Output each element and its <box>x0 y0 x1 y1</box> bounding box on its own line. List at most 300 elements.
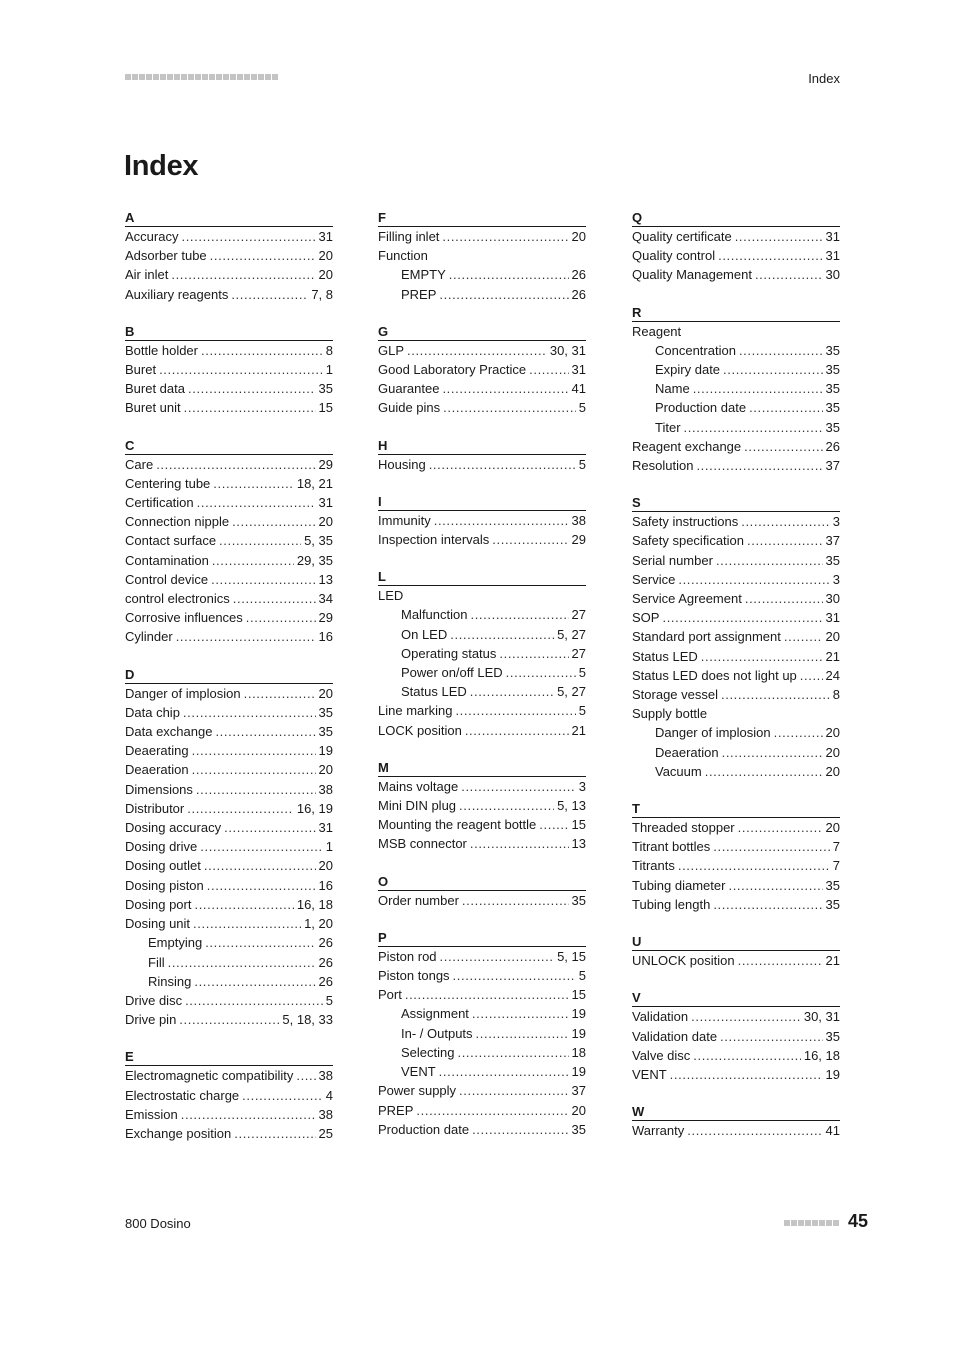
index-page-refs: 5, 27 <box>557 684 586 700</box>
index-letter-heading: Q <box>632 209 840 227</box>
index-term: Validation <box>632 1009 689 1025</box>
dot-leader <box>457 1043 568 1062</box>
index-letter-heading: R <box>632 304 840 322</box>
index-page-refs: 16, 19 <box>296 800 333 816</box>
index-letter-heading: V <box>632 989 840 1007</box>
index-term: Resolution <box>632 458 694 474</box>
index-term: Data exchange <box>125 724 213 740</box>
index-subentry <box>378 265 586 284</box>
index-page-refs: 20 <box>825 744 840 760</box>
index-letter-heading: M <box>378 759 586 777</box>
dot-leader <box>462 891 569 910</box>
dot-leader <box>181 1105 316 1124</box>
index-subentry <box>378 1024 586 1043</box>
footer-decoration <box>784 1220 839 1226</box>
index-entry <box>378 586 586 605</box>
index-entry <box>632 1065 840 1084</box>
index-page-refs: 5, 35 <box>304 533 333 549</box>
index-term: Danger of implosion <box>125 685 241 701</box>
index-term: Status LED <box>401 684 467 700</box>
index-entry <box>125 1010 333 1029</box>
dot-leader <box>159 360 323 379</box>
index-page-refs: 16 <box>318 629 333 645</box>
index-term: Adsorber tube <box>125 248 207 264</box>
index-entry <box>632 227 840 246</box>
index-term: Assignment <box>401 1006 469 1022</box>
index-page-refs: 20 <box>318 685 333 701</box>
index-term: Status LED does not light up <box>632 667 797 683</box>
index-page-refs: 21 <box>825 953 840 969</box>
index-entry <box>378 398 586 417</box>
index-subentry <box>632 360 840 379</box>
dot-leader <box>224 818 315 837</box>
index-page-refs: 29, 35 <box>296 552 333 568</box>
index-entry <box>125 1066 333 1085</box>
index-term: Power on/off LED <box>401 665 503 681</box>
index-page-refs: 7 <box>832 839 840 855</box>
index-entry <box>378 227 586 246</box>
index-group-u <box>632 933 840 970</box>
index-entry <box>632 647 840 666</box>
index-term: Tubing length <box>632 896 711 912</box>
dot-leader <box>747 531 823 550</box>
index-subentry <box>378 663 586 682</box>
index-entry <box>125 589 333 608</box>
index-term: Care <box>125 456 154 472</box>
index-entry <box>378 360 586 379</box>
index-group-b <box>125 323 333 418</box>
index-page-refs: 35 <box>825 362 840 378</box>
dot-leader <box>407 341 547 360</box>
index-group-p <box>378 929 586 1139</box>
index-page-refs: 20 <box>571 1102 586 1118</box>
index-term: EMPTY <box>401 267 446 283</box>
index-term: Good Laboratory Practice <box>378 362 527 378</box>
index-entry <box>125 379 333 398</box>
index-term: Deaeration <box>655 744 719 760</box>
index-entry <box>632 437 840 456</box>
index-entry <box>378 985 586 1004</box>
dot-leader <box>735 227 823 246</box>
dot-leader <box>738 818 823 837</box>
dot-leader <box>213 474 294 493</box>
index-subentry <box>632 743 840 762</box>
index-term: Threaded stopper <box>632 820 735 836</box>
index-subentry <box>378 682 586 701</box>
index-page-refs: 35 <box>318 704 333 720</box>
index-term: Dosing port <box>125 896 192 912</box>
index-term: Status LED <box>632 648 698 664</box>
index-page-refs: 20 <box>318 267 333 283</box>
index-term: Piston tongs <box>378 968 450 984</box>
index-entry <box>125 285 333 304</box>
index-term: LED <box>378 588 404 604</box>
index-group-m <box>378 759 586 854</box>
index-group-c <box>125 437 333 647</box>
index-page-refs: 7 <box>832 858 840 874</box>
index-page-refs: 19 <box>571 1064 586 1080</box>
index-term: Mini DIN plug <box>378 798 457 814</box>
index-term: MSB connector <box>378 836 467 852</box>
index-group-t <box>632 800 840 914</box>
index-term: Storage vessel <box>632 687 718 703</box>
dot-leader <box>181 227 315 246</box>
index-page-refs: 5 <box>325 992 333 1008</box>
index-letter-heading: F <box>378 209 586 227</box>
index-subentry <box>378 1043 586 1062</box>
index-page-refs: 19 <box>318 743 333 759</box>
index-letter-heading: A <box>125 209 333 227</box>
index-term: Drive disc <box>125 992 183 1008</box>
index-term: PREP <box>378 1102 414 1118</box>
index-term: Dosing drive <box>125 839 198 855</box>
index-page-refs: 31 <box>571 362 586 378</box>
index-page-refs: 5 <box>578 968 586 984</box>
index-page-refs: 29 <box>318 610 333 626</box>
index-page-refs: 21 <box>571 722 586 738</box>
dot-leader <box>701 647 823 666</box>
index-page-refs: 35 <box>825 381 840 397</box>
dot-leader <box>693 379 823 398</box>
index-page-refs: 37 <box>825 458 840 474</box>
index-term: Warranty <box>632 1123 685 1139</box>
index-subentry <box>632 379 840 398</box>
index-entry <box>632 322 840 341</box>
index-term: Quality control <box>632 248 716 264</box>
index-letter-heading: E <box>125 1048 333 1066</box>
index-page-refs: 35 <box>318 724 333 740</box>
index-group-g <box>378 323 586 418</box>
index-entry <box>378 834 586 853</box>
index-term: Rinsing <box>148 973 192 989</box>
index-entry <box>125 531 333 550</box>
dot-leader <box>449 265 569 284</box>
index-term: On LED <box>401 626 448 642</box>
dot-leader <box>193 914 301 933</box>
index-entry <box>125 608 333 627</box>
dot-leader <box>470 605 568 624</box>
index-page-refs: 26 <box>318 973 333 989</box>
index-entry <box>378 246 586 265</box>
index-term: Distributor <box>125 800 185 816</box>
index-term: Validation date <box>632 1028 718 1044</box>
index-entry <box>632 1046 840 1065</box>
index-entry <box>125 398 333 417</box>
index-page-refs: 5 <box>578 456 586 472</box>
index-term: Immunity <box>378 512 431 528</box>
index-term: Order number <box>378 892 459 908</box>
index-page-refs: 8 <box>832 687 840 703</box>
index-entry <box>125 876 333 895</box>
index-term: Line marking <box>378 703 453 719</box>
dot-leader <box>455 701 575 720</box>
index-term: Data chip <box>125 704 180 720</box>
dot-leader <box>194 895 293 914</box>
index-page-refs: 30, 31 <box>549 342 586 358</box>
index-term: In- / Outputs <box>401 1025 473 1041</box>
index-entry <box>632 1007 840 1026</box>
index-term: Expiry date <box>655 362 721 378</box>
dot-leader <box>739 341 823 360</box>
index-entry <box>378 341 586 360</box>
index-subentry <box>378 1062 586 1081</box>
index-entry <box>632 856 840 875</box>
dot-leader <box>242 1086 323 1105</box>
dot-leader <box>233 589 316 608</box>
index-term: Piston rod <box>378 948 437 964</box>
dot-leader <box>678 856 830 875</box>
index-entry <box>125 703 333 722</box>
index-entry <box>632 818 840 837</box>
index-letter-heading: P <box>378 929 586 947</box>
index-entry <box>125 741 333 760</box>
index-entry <box>125 455 333 474</box>
index-page-refs: 24 <box>825 667 840 683</box>
index-term: Exchange position <box>125 1125 232 1141</box>
index-term: Port <box>378 987 402 1003</box>
index-entry <box>125 799 333 818</box>
index-entry <box>378 455 586 474</box>
index-entry <box>125 627 333 646</box>
index-page-refs: 13 <box>571 836 586 852</box>
index-page-refs: 16, 18 <box>296 896 333 912</box>
index-page-refs: 1 <box>325 362 333 378</box>
index-page-refs: 20 <box>825 725 840 741</box>
index-page-refs: 20 <box>318 762 333 778</box>
index-page-refs: 30 <box>825 267 840 283</box>
index-term: Contamination <box>125 552 209 568</box>
index-page-refs: 38 <box>318 1106 333 1122</box>
index-page-refs: 29 <box>571 532 586 548</box>
index-term: Emptying <box>148 935 203 951</box>
page-title: Index <box>124 150 199 182</box>
index-term: Certification <box>125 495 194 511</box>
index-page-refs: 7, 8 <box>311 286 333 302</box>
dot-leader <box>296 1066 315 1085</box>
index-term: Production date <box>655 400 747 416</box>
index-page-refs: 29 <box>318 456 333 472</box>
index-term: Danger of implosion <box>655 725 771 741</box>
index-page-refs: 35 <box>825 419 840 435</box>
dot-leader <box>405 985 569 1004</box>
index-entry <box>632 512 840 531</box>
index-page-refs: 26 <box>825 438 840 454</box>
index-page-refs: 30, 31 <box>803 1009 840 1025</box>
index-page-refs: 1, 20 <box>304 916 333 932</box>
index-term: Titrants <box>632 858 675 874</box>
index-term: Selecting <box>401 1044 455 1060</box>
index-page-refs: 35 <box>571 1121 586 1137</box>
index-page-refs: 25 <box>318 1125 333 1141</box>
index-entry <box>125 360 333 379</box>
index-term: Deaeration <box>125 762 189 778</box>
index-term: Concentration <box>655 342 736 358</box>
index-page-refs: 31 <box>825 229 840 244</box>
index-term: Dosing piston <box>125 877 204 893</box>
dot-leader <box>179 1010 279 1029</box>
dot-leader <box>188 379 316 398</box>
index-term: Auxiliary reagents <box>125 286 229 302</box>
index-term: Dimensions <box>125 781 193 797</box>
index-letter-heading: W <box>632 1103 840 1121</box>
dot-leader <box>439 285 568 304</box>
dot-leader <box>784 627 823 646</box>
index-term: Electromagnetic compatibility <box>125 1068 294 1084</box>
index-entry <box>125 722 333 741</box>
index-term: Emission <box>125 1106 178 1122</box>
index-term: Quality certificate <box>632 229 732 244</box>
dot-leader <box>687 1121 822 1140</box>
dot-leader <box>461 777 576 796</box>
index-term: Titrant bottles <box>632 839 711 855</box>
index-term: Bottle holder <box>125 342 198 358</box>
index-page-refs: 41 <box>825 1123 840 1139</box>
dot-leader <box>200 837 323 856</box>
dot-leader <box>716 551 823 570</box>
index-subentry <box>125 953 333 972</box>
dot-leader <box>194 972 315 991</box>
dot-leader <box>440 947 555 966</box>
index-term: Deaerating <box>125 743 189 759</box>
dot-leader <box>443 398 576 417</box>
index-term: Reagent exchange <box>632 438 742 454</box>
index-entry <box>632 1027 840 1046</box>
footer-product-name: 800 Dosino <box>125 1216 191 1231</box>
index-group-f <box>378 209 586 304</box>
index-term: Vacuum <box>655 763 702 779</box>
index-page-refs: 20 <box>318 858 333 874</box>
index-entry <box>378 777 586 796</box>
index-entry <box>378 966 586 985</box>
index-entry <box>632 570 840 589</box>
dot-leader <box>718 246 822 265</box>
index-page-refs: 15 <box>318 400 333 416</box>
index-term: Service Agreement <box>632 591 742 607</box>
index-group-w <box>632 1103 840 1140</box>
dot-leader <box>506 663 576 682</box>
dot-leader <box>745 589 823 608</box>
index-page-refs: 16 <box>318 877 333 893</box>
dot-leader <box>472 1120 568 1139</box>
index-entry <box>378 1101 586 1120</box>
dot-leader <box>192 760 316 779</box>
index-page-refs: 35 <box>825 342 840 358</box>
dot-leader <box>492 530 568 549</box>
index-term: Standard port assignment <box>632 629 781 645</box>
index-page-refs: 16, 18 <box>803 1047 840 1063</box>
index-page-refs: 5, 18, 33 <box>282 1012 333 1028</box>
index-letter-heading: S <box>632 494 840 512</box>
dot-leader <box>696 456 822 475</box>
index-entry <box>125 1086 333 1105</box>
index-term: Valve disc <box>632 1047 691 1063</box>
index-page-refs: 26 <box>571 267 586 283</box>
dot-leader <box>705 762 823 781</box>
index-term: Mounting the reagent bottle <box>378 817 537 833</box>
index-term: Safety specification <box>632 533 745 549</box>
dot-leader <box>459 1081 568 1100</box>
index-group-i <box>378 493 586 549</box>
dot-leader <box>204 856 316 875</box>
index-term: Mains voltage <box>378 778 459 794</box>
index-page-refs: 31 <box>825 248 840 264</box>
index-term: Accuracy <box>125 229 179 244</box>
index-term: Service <box>632 571 676 587</box>
index-term: Air inlet <box>125 267 169 283</box>
dot-leader <box>450 625 554 644</box>
dot-leader <box>662 608 822 627</box>
index-page-refs: 35 <box>318 381 333 397</box>
index-entry <box>125 856 333 875</box>
index-term: Cylinder <box>125 629 173 645</box>
dot-leader <box>207 876 316 895</box>
dot-leader <box>713 895 822 914</box>
index-page-refs: 27 <box>571 607 586 623</box>
index-term: Inspection intervals <box>378 532 490 548</box>
dot-leader <box>246 608 316 627</box>
index-entry <box>125 914 333 933</box>
index-letter-heading: L <box>378 568 586 586</box>
dot-leader <box>201 341 323 360</box>
index-term: UNLOCK position <box>632 953 735 969</box>
index-term: Malfunction <box>401 607 468 623</box>
index-term: control electronics <box>125 591 230 607</box>
index-term: Dosing accuracy <box>125 820 222 836</box>
index-page-refs: 26 <box>318 935 333 951</box>
index-page-refs: 37 <box>571 1083 586 1099</box>
index-page-refs: 5, 27 <box>557 626 586 642</box>
index-term: Name <box>655 381 690 397</box>
index-entry <box>125 551 333 570</box>
index-term: Connection nipple <box>125 514 230 530</box>
dot-leader <box>156 455 315 474</box>
dot-leader <box>211 570 315 589</box>
index-page-refs: 20 <box>825 820 840 836</box>
dot-leader <box>453 966 576 985</box>
index-group-l <box>378 568 586 740</box>
index-term: Buret <box>125 362 157 378</box>
index-page-refs: 5 <box>578 400 586 416</box>
index-entry <box>632 895 840 914</box>
index-term: Power supply <box>378 1083 457 1099</box>
dot-leader <box>168 953 316 972</box>
dot-leader <box>244 684 316 703</box>
index-page-refs: 3 <box>832 571 840 587</box>
index-letter-heading: D <box>125 666 333 684</box>
dot-leader <box>755 265 823 284</box>
index-term: Titer <box>655 419 681 435</box>
dot-leader <box>212 551 294 570</box>
dot-leader <box>800 666 823 685</box>
dot-leader <box>744 437 822 456</box>
dot-leader <box>720 1027 822 1046</box>
index-group-h <box>378 437 586 474</box>
index-entry <box>632 666 840 685</box>
page-number: 45 <box>847 1211 868 1231</box>
index-term: Serial number <box>632 552 713 568</box>
index-entry <box>632 627 840 646</box>
dot-leader <box>741 512 830 531</box>
index-entry <box>125 837 333 856</box>
index-page-refs: 35 <box>825 552 840 568</box>
dot-leader <box>684 418 823 437</box>
dot-leader <box>670 1065 823 1084</box>
index-group-r <box>632 304 840 476</box>
index-term: SOP <box>632 610 660 626</box>
dot-leader <box>210 246 316 265</box>
index-entry <box>378 511 586 530</box>
index-subentry <box>378 625 586 644</box>
